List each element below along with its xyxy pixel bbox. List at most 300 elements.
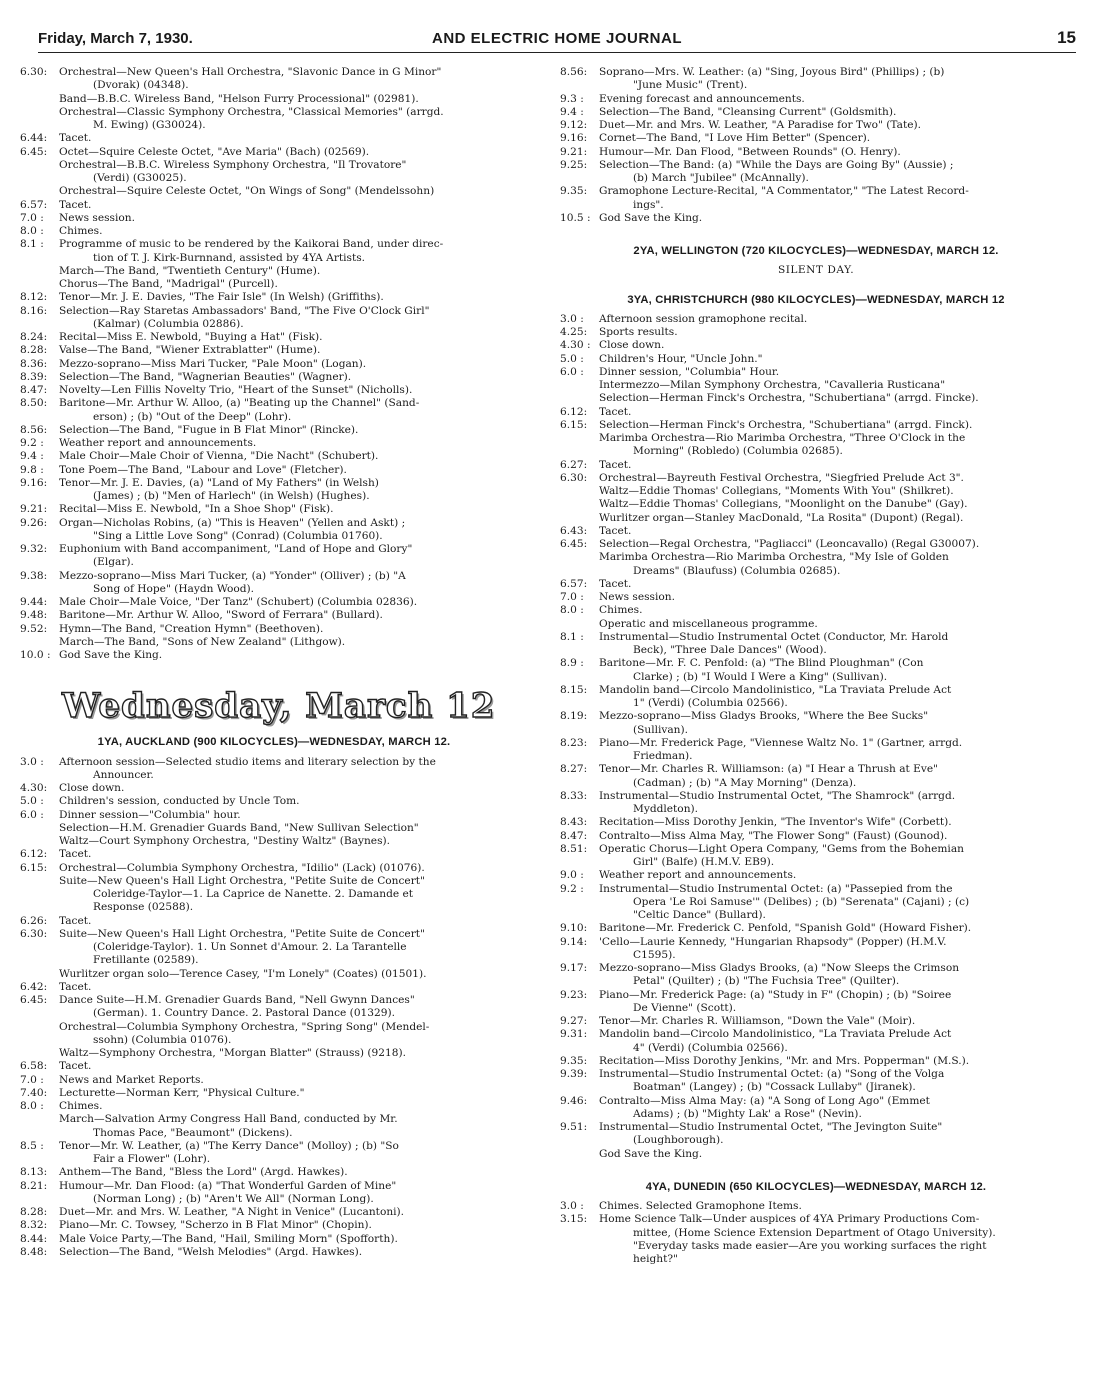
station-heading-2ya: 2YA, WELLINGTON (720 KILOCYCLES)—WEDNESDAY, MARCH 12. bbox=[633, 245, 999, 257]
entry-line: Petal" (Quilter) ; (b) "The Fuchsia Tree" (Quilter). bbox=[633, 975, 900, 988]
entry-time: 9.12: bbox=[560, 119, 588, 131]
entry-line: News session. bbox=[59, 211, 135, 224]
entry-time: 9.26: bbox=[20, 516, 48, 529]
entry-line: Tacet. bbox=[59, 1060, 92, 1073]
programme-entry bbox=[560, 816, 1072, 829]
entry-line: 'Cello—Laurie Kennedy, "Hungarian Rhapsody" (Popper) (H.M.V. bbox=[599, 935, 947, 948]
programme-entry bbox=[20, 1087, 528, 1100]
entry-line: Marimba Orchestra—Rio Marimba Orchestra, "My Isle of Golden bbox=[599, 551, 949, 564]
entry-line: Clarke) ; (b) "I Would I Were a King" (Sullivan). bbox=[633, 670, 888, 683]
entry-line: Valse—The Band, "Wiener Extrablatter" (Hume). bbox=[59, 344, 321, 357]
entry-time: 8.48: bbox=[20, 1245, 48, 1258]
entry-time: 9.51: bbox=[560, 1121, 588, 1133]
entry-time: 8.51: bbox=[560, 842, 588, 855]
programme-entry bbox=[20, 450, 528, 463]
entry-line: Operatic Chorus—Light Opera Company, "Gems from the Bohemian bbox=[599, 842, 964, 855]
entry-line: (Cadman) ; (b) "A May Morning" (Denza). bbox=[633, 776, 857, 789]
entry-line: Duet—Mr. and Mrs. W. Leather, "A Paradise for Two" (Tate). bbox=[599, 119, 921, 131]
entry-line: Selection—H.M. Grenadier Guards Band, "New Sullivan Selection" bbox=[59, 821, 419, 834]
entry-line: Orchestral—Columbia Symphony Orchestra, "Spring Song" (Mendel- bbox=[59, 1020, 430, 1033]
entry-line: Dreams" (Blaufuss) (Columbia 02685). bbox=[633, 564, 841, 577]
entry-line: Orchestral—New Queen's Hall Orchestra, "Slavonic Dance in G Minor" bbox=[59, 66, 442, 78]
programme-entry bbox=[20, 848, 528, 861]
entry-time: 6.57: bbox=[560, 577, 588, 590]
entry-time: 9.21: bbox=[20, 503, 48, 516]
entry-line: Selection—Herman Finck's Orchestra, "Schubertiana" (arrgd. Fincke). bbox=[599, 392, 979, 405]
entry-line: mittee, (Home Science Extension Department of Otago University). bbox=[633, 1226, 996, 1239]
programme-entry bbox=[560, 146, 1072, 159]
entry-line: ings". bbox=[633, 198, 664, 211]
entry-time: 8.36: bbox=[20, 357, 48, 370]
entry-line: Tacet. bbox=[59, 198, 92, 211]
programme-entry bbox=[560, 525, 1072, 538]
entry-line: 4" (Verdi) (Columbia 02566). bbox=[633, 1041, 788, 1054]
4ya-tuesday-continued bbox=[20, 66, 528, 662]
entry-time: 8.21: bbox=[20, 1179, 48, 1192]
entry-time: 6.57: bbox=[20, 198, 48, 211]
entry-line: Dinner session, "Columbia" Hour. bbox=[599, 365, 780, 378]
programme-entry bbox=[560, 472, 1072, 525]
entry-time: 3.0 : bbox=[560, 312, 584, 325]
day-title: Wednesday, March 12 bbox=[62, 686, 496, 727]
entry-line: Suite—New Queen's Hall Light Orchestra, "Petite Suite de Concert" bbox=[59, 927, 425, 940]
entry-line: Piano—Mr. Frederick Page, "Viennese Waltz No. 1" (Gartner, arrgd. bbox=[599, 736, 963, 749]
entry-time: 6.0 : bbox=[20, 808, 44, 821]
programme-entry bbox=[560, 591, 1072, 604]
entry-line: (Sullivan). bbox=[633, 723, 689, 736]
programme-entry bbox=[20, 782, 528, 795]
entry-line: Girl" (Balfe) (H.M.V. EB9). bbox=[633, 856, 775, 868]
entry-time: 10.0 : bbox=[20, 649, 51, 661]
entry-time: 6.30: bbox=[20, 66, 48, 78]
entry-time: 9.35: bbox=[560, 1054, 588, 1067]
entry-line: Selection—The Band, "Welsh Melodies" (Argd. Hawkes). bbox=[59, 1245, 363, 1258]
entry-line: Piano—Mr. Frederick Page: (a) "Study in F" (Chopin) ; (b) "Soiree bbox=[599, 988, 952, 1001]
entry-time: 8.0 : bbox=[20, 225, 44, 237]
entry-time: 9.17: bbox=[560, 962, 588, 974]
entry-line: Tenor—Mr. Charles R. Williamson, "Down the Vale" (Moir). bbox=[599, 1015, 916, 1027]
entry-line: Waltz—Court Symphony Orchestra, "Destiny Waltz" (Baynes). bbox=[59, 835, 391, 847]
entry-line: Recital—Miss E. Newbold, "Buying a Hat" (Fisk). bbox=[59, 331, 323, 343]
entry-line: Chorus—The Band, "Madrigal" (Purcell). bbox=[59, 278, 278, 290]
programme-entry bbox=[20, 371, 528, 384]
entry-line: Announcer. bbox=[93, 768, 154, 781]
entry-line: God Save the King. bbox=[59, 649, 163, 661]
programme-entry bbox=[560, 604, 1072, 631]
entry-line: Evening forecast and announcements. bbox=[599, 92, 805, 105]
left-column bbox=[20, 66, 528, 1259]
entry-time: 6.12: bbox=[560, 405, 588, 418]
entry-time: 8.0 : bbox=[20, 1100, 44, 1112]
entry-line: height?" bbox=[633, 1253, 678, 1265]
entry-line: Orchestral—Squire Celeste Octet, "On Wings of Song" (Mendelssohn) bbox=[59, 185, 435, 198]
entry-time: 9.4 : bbox=[560, 105, 584, 118]
entry-line: Dinner session—"Columbia" hour. bbox=[59, 808, 241, 821]
entry-time: 6.45: bbox=[560, 538, 588, 550]
entry-line: Orchestral—Classic Symphony Orchestra, "Classical Memories" (arrgd. bbox=[59, 105, 444, 118]
programme-entry bbox=[20, 66, 528, 132]
entry-time: 9.48: bbox=[20, 609, 48, 622]
entry-time: 9.14: bbox=[560, 935, 588, 948]
entry-time: 8.5 : bbox=[20, 1139, 44, 1152]
programme-entry bbox=[20, 809, 528, 849]
silent-day-note: SILENT DAY. bbox=[777, 264, 855, 277]
entry-line: Afternoon session—Selected studio items and literary selection by the bbox=[59, 755, 436, 768]
entry-line: Programme of music to be rendered by the Kaikorai Band, under direc- bbox=[59, 238, 444, 251]
programme-entry bbox=[560, 922, 1072, 935]
programme-entry bbox=[20, 199, 528, 212]
entry-line: Song of Hope" (Haydn Wood). bbox=[93, 582, 255, 595]
entry-line: Myddleton). bbox=[633, 803, 699, 815]
entry-line: March—Salvation Army Congress Hall Band, conducted by Mr. bbox=[59, 1113, 398, 1126]
programme-entry bbox=[20, 305, 528, 332]
entry-line: Selection—The Band, "Cleansing Current" (Goldsmith). bbox=[599, 105, 897, 118]
programme-entry bbox=[20, 1233, 528, 1246]
entry-line: Tacet. bbox=[59, 980, 92, 993]
programme-entry bbox=[560, 790, 1072, 817]
programme-entry bbox=[20, 1219, 528, 1232]
entry-time: 8.27: bbox=[560, 763, 588, 776]
entry-time: 7.0 : bbox=[20, 1073, 44, 1086]
entry-time: 9.16: bbox=[560, 132, 588, 145]
entry-line: Duet—Mr. and Mrs. W. Leather, "A Night in Venice" (Lucantoni). bbox=[59, 1206, 405, 1218]
entry-line: Mandolin band—Circolo Mandolinistico, "La Traviata Prelude Act bbox=[599, 1028, 952, 1041]
entry-line: Selection—The Band, "Wagnerian Beauties" (Wagner). bbox=[59, 370, 352, 383]
entry-time: 8.33: bbox=[560, 789, 588, 802]
programme-entry bbox=[560, 737, 1072, 764]
entry-time: 9.4 : bbox=[20, 450, 44, 463]
programme-entry bbox=[20, 609, 528, 622]
programme-entry bbox=[20, 1074, 528, 1087]
programme-entry bbox=[20, 132, 528, 145]
programme-entry bbox=[20, 1206, 528, 1219]
programme-entry bbox=[20, 1180, 528, 1207]
programme-entry bbox=[560, 1028, 1072, 1055]
entry-line: Male Choir—Male Voice, "Der Tanz" (Schubert) (Columbia 02836). bbox=[59, 596, 418, 608]
programme-entry bbox=[20, 756, 528, 783]
entry-time: 4.25: bbox=[560, 326, 588, 338]
entry-line: (James) ; (b) "Men of Harlech" (in Welsh) (Hughes). bbox=[93, 490, 370, 502]
entry-line: Baritone—Mr. F. C. Penfold: (a) "The Blind Ploughman" (Con bbox=[599, 657, 924, 670]
entry-line: Tacet. bbox=[599, 405, 632, 418]
entry-line: Tacet. bbox=[59, 132, 92, 145]
entry-time: 6.12: bbox=[20, 848, 48, 861]
journal-title: AND ELECTRIC HOME JOURNAL bbox=[431, 30, 682, 47]
entry-line: Organ—Nicholas Robins, (a) "This is Heaven" (Yellen and Askt) ; bbox=[59, 516, 406, 529]
entry-line: Instrumental—Studio Instrumental Octet, "The Jevington Suite" bbox=[599, 1121, 943, 1133]
entry-line: Contralto—Miss Alma May, "The Flower Song" (Faust) (Gounod). bbox=[599, 829, 948, 842]
entry-line: Male Choir—Male Choir of Vienna, "Die Nacht" (Schubert). bbox=[59, 450, 379, 463]
programme-entry bbox=[20, 862, 528, 915]
programme-entry bbox=[20, 503, 528, 516]
entry-line: Recitation—Miss Dorothy Jenkin, "The Inventor's Wife" (Corbett). bbox=[599, 816, 952, 829]
entry-time: 6.26: bbox=[20, 914, 48, 927]
entry-time: 8.13: bbox=[20, 1166, 48, 1179]
programme-entry bbox=[560, 869, 1072, 882]
entry-time: 3.0 : bbox=[560, 1200, 584, 1212]
entry-line: Hymn—The Band, "Creation Hymn" (Beethoven). bbox=[59, 622, 324, 635]
1ya-programme bbox=[20, 756, 528, 1260]
entry-line: Waltz—Eddie Thomas' Collegians, "Moments With You" (Shilkret). bbox=[599, 485, 954, 497]
entry-line: Tacet. bbox=[599, 524, 632, 537]
entry-line: Chimes. bbox=[599, 604, 643, 617]
programme-entry bbox=[560, 1213, 1072, 1266]
entry-line: Sports results. bbox=[599, 326, 678, 338]
programme-entry bbox=[560, 313, 1072, 326]
entry-line: Children's session, conducted by Uncle Tom. bbox=[59, 795, 300, 808]
entry-line: March—The Band, "Twentieth Century" (Hume). bbox=[59, 264, 321, 277]
programme-entry bbox=[560, 710, 1072, 737]
entry-line: tion of T. J. Kirk-Burnnand, assisted by 4YA Artists. bbox=[93, 251, 366, 264]
entry-line: (Loughborough). bbox=[633, 1134, 724, 1147]
entry-line: (Coleridge-Taylor). 1. Un Sonnet d'Amour. 2. La Tarantelle bbox=[93, 941, 407, 953]
entry-line: Novelty—Len Fillis Novelty Trio, "Heart of the Sunset" (Nicholls). bbox=[59, 384, 413, 396]
programme-entry bbox=[560, 326, 1072, 339]
entry-line: Lecturette—Norman Kerr, "Physical Culture." bbox=[59, 1086, 305, 1099]
programme-entry bbox=[560, 763, 1072, 790]
programme-entry bbox=[560, 212, 1072, 225]
entry-line: Intermezzo—Milan Symphony Orchestra, "Cavalleria Rusticana" bbox=[599, 379, 946, 391]
programme-entry bbox=[20, 570, 528, 597]
entry-line: "Sing a Little Love Song" (Conrad) (Columbia 01760). bbox=[93, 529, 383, 542]
programme-entry bbox=[560, 66, 1072, 93]
entry-time: 6.58: bbox=[20, 1060, 48, 1073]
programme-entry bbox=[20, 424, 528, 437]
entry-line: Suite—New Queen's Hall Light Orchestra, "Petite Suite de Concert" bbox=[59, 874, 425, 887]
entry-line: Selection—Ray Staretas Ambassadors' Band, "The Five O'Clock Girl" bbox=[59, 304, 430, 317]
programme-entry bbox=[20, 384, 528, 397]
programme-entry bbox=[20, 543, 528, 570]
programme-entry bbox=[20, 1060, 528, 1073]
entry-time: 8.43: bbox=[560, 816, 588, 829]
programme-entry bbox=[20, 397, 528, 424]
entry-line: Chimes. Selected Gramophone Items. bbox=[599, 1200, 802, 1212]
right-column bbox=[560, 66, 1072, 1266]
entry-time: 6.27: bbox=[560, 458, 588, 471]
programme-entry bbox=[20, 344, 528, 357]
programme-entry bbox=[20, 517, 528, 544]
entry-line: (Kalmar) (Columbia 02886). bbox=[93, 317, 244, 330]
entry-line: Cornet—The Band, "I Love Him Better" (Spencer). bbox=[599, 132, 871, 145]
programme-entry bbox=[20, 238, 528, 291]
entry-time: 6.30: bbox=[560, 471, 588, 484]
entry-line: Tenor—Mr. Charles R. Williamson: (a) "I Hear a Thrush at Eve" bbox=[599, 763, 939, 776]
entry-time: 6.30: bbox=[20, 927, 48, 940]
programme-entry bbox=[560, 1015, 1072, 1028]
3ya-programme bbox=[560, 313, 1072, 1161]
entry-time: 8.15: bbox=[560, 683, 588, 696]
entry-line: Tacet. bbox=[59, 848, 92, 861]
entry-line: Mezzo-soprano—Miss Gladys Brooks, "Where the Bee Sucks" bbox=[599, 710, 929, 723]
entry-time: 3.0 : bbox=[20, 755, 44, 768]
entry-line: Friedman). bbox=[633, 750, 693, 762]
entry-line: Contralto—Miss Alma May: (a) "A Song of Long Ago" (Emmet bbox=[599, 1094, 930, 1107]
entry-time: 8.44: bbox=[20, 1232, 48, 1245]
entry-line: Tenor—Mr. J. E. Davies, "The Fair Isle" (In Welsh) (Griffiths). bbox=[59, 291, 384, 304]
entry-line: March—The Band, "Sons of New Zealand" (Lithgow). bbox=[59, 635, 346, 648]
programme-entry bbox=[560, 830, 1072, 843]
entry-time: 7.40: bbox=[20, 1086, 48, 1099]
entry-time: 8.56: bbox=[560, 66, 588, 78]
entry-time: 6.15: bbox=[560, 418, 588, 431]
programme-entry bbox=[560, 1121, 1072, 1161]
entry-line: C1595). bbox=[633, 948, 676, 961]
station-heading-4ya: 4YA, DUNEDIN (650 KILOCYCLES)—WEDNESDAY, MARCH 12. bbox=[645, 1180, 987, 1193]
entry-time: 8.12: bbox=[20, 291, 48, 304]
entry-line: Boatman" (Langey) ; (b) "Cossack Lullaby" (Jiranek). bbox=[633, 1081, 916, 1094]
entry-line: Chimes. bbox=[59, 225, 103, 237]
programme-entry bbox=[20, 928, 528, 981]
entry-line: Piano—Mr. C. Towsey, "Scherzo in B Flat Minor" (Chopin). bbox=[59, 1219, 372, 1232]
programme-entry bbox=[20, 331, 528, 344]
entry-time: 8.32: bbox=[20, 1219, 48, 1232]
page-header bbox=[38, 30, 1076, 53]
programme-entry bbox=[20, 1100, 528, 1140]
entry-time: 4.30: bbox=[20, 782, 48, 794]
entry-line: Tacet. bbox=[59, 914, 92, 927]
entry-line: Gramophone Lecture-Recital, "A Commentator," "The Latest Record- bbox=[599, 185, 969, 198]
entry-line: Humour—Mr. Dan Flood: (a) "That Wonderful Garden of Mine" bbox=[59, 1179, 397, 1192]
entry-time: 10.5 : bbox=[560, 211, 591, 224]
programme-entry bbox=[560, 962, 1072, 989]
entry-line: Tacet. bbox=[599, 577, 632, 590]
entry-line: "June Music" (Trent). bbox=[633, 79, 748, 92]
entry-time: 5.0 : bbox=[20, 795, 44, 808]
entry-line: Male Voice Party,—The Band, "Hail, Smiling Morn" (Spofforth). bbox=[59, 1232, 398, 1245]
entry-line: Waltz—Eddie Thomas' Collegians, "Moonlight on the Danube" (Gay). bbox=[599, 498, 968, 511]
entry-line: Selection—Regal Orchestra, "Pagliacci" (Leoncavallo) (Regal G30007). bbox=[599, 538, 980, 550]
entry-line: Tenor—Mr. J. E. Davies, (a) "Land of My Fathers" (in Welsh) bbox=[59, 476, 379, 489]
entry-line: Weather report and announcements. bbox=[59, 437, 257, 449]
issue-date: Friday, March 7, 1930. bbox=[38, 30, 193, 47]
entry-time: 7.0 : bbox=[560, 591, 584, 603]
entry-line: Octet—Squire Celeste Octet, "Ave Maria" (Bach) (02569). bbox=[59, 145, 370, 158]
entry-line: Tacet. bbox=[599, 458, 632, 471]
entry-time: 7.0 : bbox=[20, 211, 44, 224]
page-number: 15 bbox=[1057, 28, 1076, 47]
programme-entry bbox=[560, 339, 1072, 352]
4ya-programme bbox=[560, 1200, 1072, 1266]
programme-entry bbox=[560, 459, 1072, 472]
entry-time: 8.1 : bbox=[20, 238, 44, 251]
programme-entry bbox=[560, 684, 1072, 711]
entry-line: Close down. bbox=[59, 782, 125, 794]
programme-entry bbox=[560, 883, 1072, 923]
entry-time: 9.16: bbox=[20, 476, 48, 489]
entry-line: (b) March "Jubilee" (McAnnally). bbox=[633, 172, 809, 184]
entry-line: Baritone—Mr. Frederick C. Penfold, "Spanish Gold" (Howard Fisher). bbox=[599, 922, 972, 935]
entry-line: Weather report and announcements. bbox=[599, 869, 797, 882]
programme-entry bbox=[20, 1166, 528, 1179]
entry-time: 8.39: bbox=[20, 370, 48, 383]
entry-line: News and Market Reports. bbox=[59, 1073, 204, 1086]
entry-time: 6.44: bbox=[20, 132, 48, 145]
entry-line: Operatic and miscellaneous programme. bbox=[599, 617, 818, 630]
entry-line: Recitation—Miss Dorothy Jenkins, "Mr. and Mrs. Popperman" (M.S.). bbox=[599, 1054, 970, 1067]
entry-line: News session. bbox=[599, 591, 675, 603]
entry-line: Mezzo-soprano—Miss Mari Tucker, "Pale Moon" (Logan). bbox=[59, 357, 367, 370]
entry-line: Instrumental—Studio Instrumental Octet: (a) "Passepied from the bbox=[599, 882, 953, 895]
programme-entry bbox=[560, 1200, 1072, 1213]
entry-line: Opera 'Le Roi Samuse'" (Delibes) ; (b) "Serenata" (Cajani) ; (c) bbox=[633, 895, 970, 908]
programme-entry bbox=[20, 795, 528, 808]
programme-entry bbox=[560, 185, 1072, 212]
entry-line: Euphonium with Band accompaniment, "Land of Hope and Glory" bbox=[59, 543, 413, 555]
entry-line: Mandolin band—Circolo Mandolinistico, "La Traviata Prelude Act bbox=[599, 683, 952, 696]
entry-line: (German). 1. Country Dance. 2. Pastoral Dance (01329). bbox=[93, 1007, 396, 1020]
entry-line: (Norman Long) ; (b) "Aren't We All" (Norman Long). bbox=[93, 1192, 374, 1205]
entry-time: 8.28: bbox=[20, 1206, 48, 1218]
entry-line: Waltz—Symphony Orchestra, "Morgan Blatter" (Strauss) (9218). bbox=[59, 1047, 406, 1059]
entry-line: Morning" (Robledo) (Columbia 02685). bbox=[633, 445, 843, 458]
entry-line: Coleridge-Taylor—1. La Caprice de Nanette. 2. Damande et bbox=[93, 888, 414, 900]
programme-entry bbox=[560, 843, 1072, 870]
entry-line: Mezzo-soprano—Miss Mari Tucker, (a) "Yonder" (Olliver) ; (b) "A bbox=[59, 569, 406, 582]
programme-entry bbox=[20, 291, 528, 304]
programme-entry bbox=[20, 437, 528, 450]
entry-line: Orchestral—B.B.C. Wireless Symphony Orchestra, "Il Trovatore" bbox=[59, 158, 407, 171]
programme-entry bbox=[20, 358, 528, 371]
programme-entry bbox=[20, 994, 528, 1060]
entry-time: 9.10: bbox=[560, 922, 588, 935]
entry-line: Chimes. bbox=[59, 1100, 103, 1112]
programme-entry bbox=[560, 406, 1072, 419]
programme-entry bbox=[560, 1055, 1072, 1068]
entry-time: 5.0 : bbox=[560, 352, 584, 365]
programme-entry bbox=[20, 596, 528, 609]
programme-entry bbox=[20, 981, 528, 994]
entry-line: Mezzo-soprano—Miss Gladys Brooks, (a) "Now Sleeps the Crimson bbox=[599, 962, 960, 974]
programme-entry bbox=[560, 578, 1072, 591]
entry-line: Instrumental—Studio Instrumental Octet (Conductor, Mr. Harold bbox=[599, 630, 949, 643]
entry-line: (Dvorak) (04348). bbox=[93, 79, 189, 92]
entry-time: 6.42: bbox=[20, 980, 48, 993]
programme-entry bbox=[20, 225, 528, 238]
entry-time: 8.47: bbox=[20, 384, 48, 396]
entry-time: 9.0 : bbox=[560, 869, 584, 882]
programme-entry bbox=[560, 93, 1072, 106]
entry-line: Anthem—The Band, "Bless the Lord" (Argd. Hawkes). bbox=[59, 1166, 348, 1179]
programme-entry bbox=[560, 119, 1072, 132]
entry-line: (Elgar). bbox=[93, 556, 134, 569]
station-heading-1ya: 1YA, AUCKLAND (900 KILOCYCLES)—WEDNESDAY, MARCH 12. bbox=[97, 736, 451, 749]
programme-entry bbox=[560, 631, 1072, 658]
entry-time: 8.47: bbox=[560, 829, 588, 842]
programme-entry bbox=[20, 649, 528, 662]
entry-time: 6.0 : bbox=[560, 365, 584, 378]
programme-entry bbox=[20, 146, 528, 199]
programme-entry bbox=[20, 1246, 528, 1259]
entry-line: Fretillante (02589). bbox=[93, 954, 199, 967]
entry-line: "Celtic Dance" (Bullard). bbox=[633, 909, 766, 921]
programme-entry bbox=[560, 1095, 1072, 1122]
entry-line: ssohn) (Columbia 01076). bbox=[93, 1033, 232, 1046]
entry-line: Marimba Orchestra—Rio Marimba Orchestra, "Three O'Clock in the bbox=[599, 432, 966, 444]
programme-entry bbox=[560, 366, 1072, 406]
entry-time: 8.19: bbox=[560, 710, 588, 723]
entry-line: Tenor—Mr. W. Leather, (a) "The Kerry Dance" (Molloy) ; (b) "So bbox=[59, 1139, 399, 1152]
entry-time: 6.45: bbox=[20, 994, 48, 1006]
entry-line: Wurlitzer organ—Stanley MacDonald, "La Rosita" (Dupont) (Regal). bbox=[599, 511, 964, 524]
entry-line: Orchestral—Columbia Symphony Orchestra, "Idilio" (Lack) (01076). bbox=[59, 861, 425, 874]
programme-entry bbox=[20, 915, 528, 928]
entry-time: 8.56: bbox=[20, 423, 48, 436]
programme-entry bbox=[560, 106, 1072, 119]
entry-line: Fair a Flower" (Lohr). bbox=[93, 1153, 211, 1165]
entry-time: 6.45: bbox=[20, 145, 48, 158]
entry-line: Thomas Pace, "Beaumont" (Dickens). bbox=[93, 1126, 293, 1139]
entry-line: Band—B.B.C. Wireless Band, "Helson Furry Processional" (02981). bbox=[59, 92, 419, 105]
